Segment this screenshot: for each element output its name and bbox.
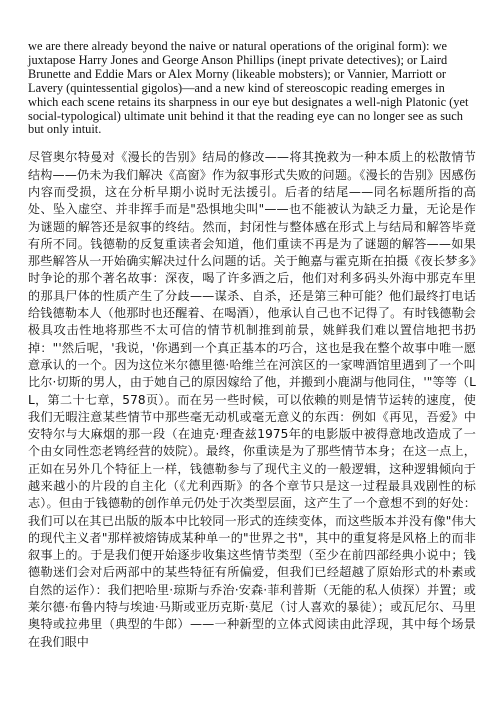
english-paragraph: we are there already beyond the naive or natural operations of the original form): we juxtapose Harry Jones and George Anson Phillips (inept private detectives); or Laird Brunette and Eddie Mars or Alex Morny (likeable mobsters); or Vannier, Marriott or Lavery (quintessential gigolos)—and a new kind of stereoscopic reading emerges in which each scene retains its sharpness in our eye but designates a well-nigh Platonic (yet social-typological) ultimate unit behind it that the reading eye can no longer see as such but only intuit. [28,39,469,137]
chinese-paragraph: 尽管奥尔特曼对《漫长的告别》结局的修改——将其挽救为一种本质上的松散情节结构——仍未为我们解决《高窗》作为叙事形式失败的问题。《漫长的告别》因感伤内容而受损，这在分析早期小说时无法援引。后者的结尾——同名标题所指的高处、坠入虚空、并非挥手而是"恐惧地尖叫"——也不能被认为缺乏力量，无论是作为谜题的解答还是叙事的终结。然而，封闭性与整体感在形式上与结局和解答毕竟有所不同。钱德勒的反复重读者会知道，他们重读不再是为了谜题的解答——如果那些解答从一开始确实解决过什么问题的话。关于鲍嘉与霍克斯在拍摄《夜长梦多》时争论的那个著名故事：深夜，喝了许多酒之后，他们对利多码头外海中那克车里的那具尸体的性质产生了分歧——谋杀、自杀，还是第三种可能？他们最终打电话给钱德勒本人（他那时也还醒着、在喝酒），他承认自己也不记得了。有时钱德勒会极具攻击性地将那些不太可信的情节机制推到前景，姚鲜我们难以置信地把书扔掉："'然后呢，'我说，'你遇到一个真正基本的巧合，这也是我在整个故事中唯一愿意承认的一个。因为这位米尔德里德·哈维兰在河滨区的一家啤酒馆里遇到了一个叫比尔·切斯的男人，由于她自己的原因嫁给了他，并搬到小鹿湖与他同住，'"等等（LL，第二十七章，578页）。而在另一些时候，可以依赖的则是情节运转的速度，使我们无暇注意某些情节中那些毫无动机或毫无意义的东西：例如《再见，吾爱》中安特尔与大麻烟的那一段（在迪克·理查兹1975年的电影版中被得意地改造成了一个由女同性恋老鸨经营的妓院）。最终，你重读是为了那些情节本身；在这一点上，正如在另外几个特征上一样，钱德勒参与了现代主义的一般逻辑，这种逻辑倾向于越来越小的片段的自主化（《尤利西斯》的各个章节只是这一过程最具戏剧性的标志）。但由于钱德勒的创作单元仍处于次类型层面，这产生了一个意想不到的好处：我们可以在其已出版的版本中比较同一形式的连续变体，而这些版本并没有像"伟大的现代主义者"那样被熔铸成某种单一的"世界之书"，其中的重复将是风格上的而非叙事上的。于是我们便开始逐步收集这些情节类型（至少在前四部经典小说中；钱德勒迷们会对后两部中的某些特征有所偏爱，但我们已经超越了原始形式的朴素或自然的运作）：我们把哈里·琼斯与乔治·安森·菲利普斯（无能的私人侦探）并置；或莱尔德·布鲁内特与埃迪·马斯或亚历克斯·莫尼（讨人喜欢的暴徒）；或瓦尼尔、马里奥特或拉弗里（典型的牛郎）——一种新型的立体式阅读由此浮现，其中每个场景在我们眼中 [28,150,476,649]
